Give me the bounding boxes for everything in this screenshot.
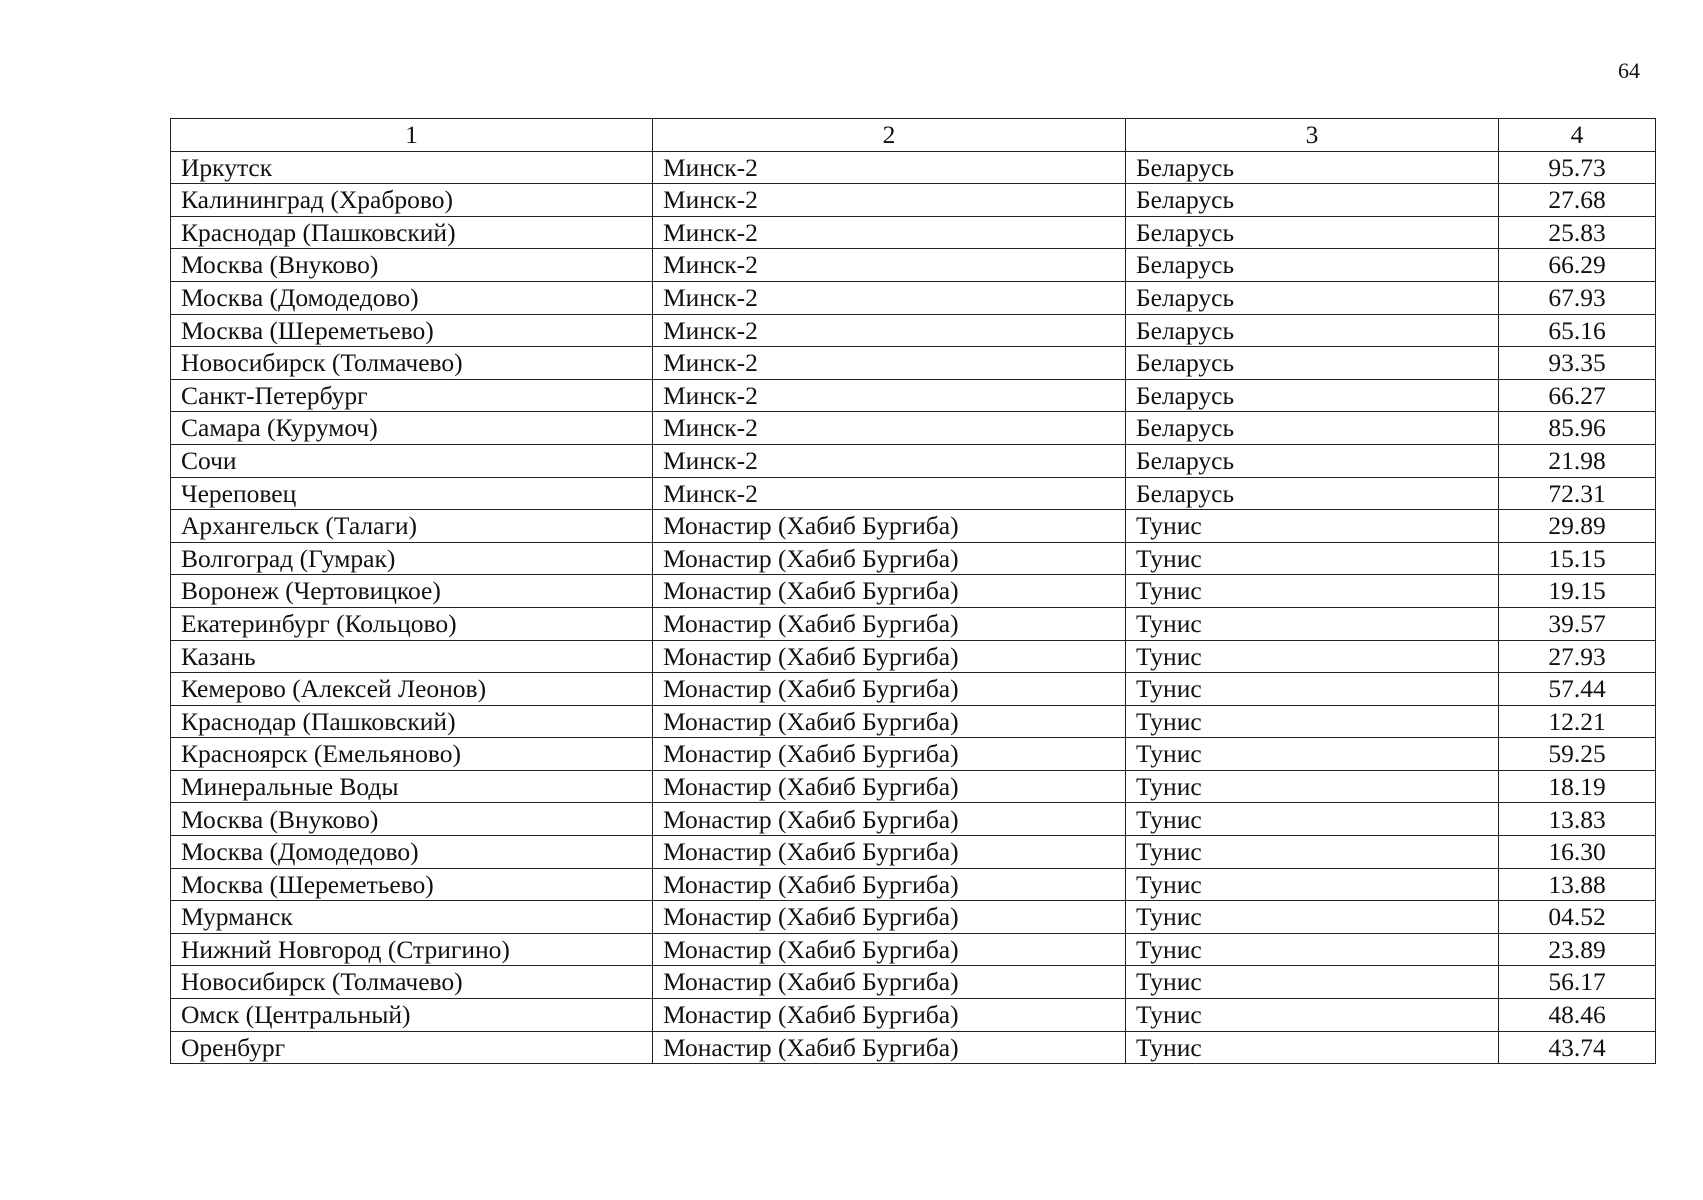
cell-departure-airport: Мурманск xyxy=(171,901,653,934)
cell-value: 43.74 xyxy=(1499,1031,1656,1064)
table-row xyxy=(171,542,1656,575)
page-number: 64 xyxy=(1618,58,1640,83)
cell-country: Тунис xyxy=(1126,868,1499,901)
cell-departure-airport: Нижний Новгород (Стригино) xyxy=(171,933,653,966)
cell-departure-airport: Иркутск xyxy=(171,151,653,184)
table-row xyxy=(171,673,1656,706)
cell-value: 56.17 xyxy=(1499,966,1656,999)
table-row xyxy=(171,999,1656,1032)
cell-arrival-airport: Монастир (Хабиб Бургиба) xyxy=(653,738,1126,771)
cell-departure-airport: Минеральные Воды xyxy=(171,770,653,803)
cell-departure-airport: Москва (Шереметьево) xyxy=(171,314,653,347)
cell-arrival-airport: Минск-2 xyxy=(653,151,1126,184)
cell-country: Тунис xyxy=(1126,803,1499,836)
cell-arrival-airport: Минск-2 xyxy=(653,347,1126,380)
table-row xyxy=(171,314,1656,347)
cell-country: Беларусь xyxy=(1126,314,1499,347)
table-row xyxy=(171,738,1656,771)
cell-value: 13.83 xyxy=(1499,803,1656,836)
cell-departure-airport: Омск (Центральный) xyxy=(171,999,653,1032)
table-row xyxy=(171,444,1656,477)
cell-arrival-airport: Монастир (Хабиб Бургиба) xyxy=(653,999,1126,1032)
table-row xyxy=(171,640,1656,673)
cell-country: Беларусь xyxy=(1126,477,1499,510)
cell-arrival-airport: Минск-2 xyxy=(653,444,1126,477)
cell-value: 12.21 xyxy=(1499,705,1656,738)
table-row xyxy=(171,477,1656,510)
cell-country: Тунис xyxy=(1126,738,1499,771)
cell-country: Тунис xyxy=(1126,575,1499,608)
table-row xyxy=(171,1031,1656,1064)
cell-departure-airport: Новосибирск (Толмачево) xyxy=(171,966,653,999)
cell-arrival-airport: Монастир (Хабиб Бургиба) xyxy=(653,868,1126,901)
cell-departure-airport: Кемерово (Алексей Леонов) xyxy=(171,673,653,706)
cell-departure-airport: Екатеринбург (Кольцово) xyxy=(171,607,653,640)
cell-country: Тунис xyxy=(1126,999,1499,1032)
cell-departure-airport: Череповец xyxy=(171,477,653,510)
cell-arrival-airport: Монастир (Хабиб Бургиба) xyxy=(653,966,1126,999)
column-header-2: 2 xyxy=(653,119,1126,152)
table-row xyxy=(171,705,1656,738)
cell-departure-airport: Архангельск (Талаги) xyxy=(171,510,653,543)
cell-country: Беларусь xyxy=(1126,347,1499,380)
cell-departure-airport: Волгоград (Гумрак) xyxy=(171,542,653,575)
cell-country: Тунис xyxy=(1126,607,1499,640)
cell-arrival-airport: Минск-2 xyxy=(653,281,1126,314)
cell-country: Тунис xyxy=(1126,836,1499,869)
cell-departure-airport: Москва (Внуково) xyxy=(171,249,653,282)
cell-value: 25.83 xyxy=(1499,216,1656,249)
cell-country: Беларусь xyxy=(1126,444,1499,477)
cell-departure-airport: Москва (Внуково) xyxy=(171,803,653,836)
cell-departure-airport: Казань xyxy=(171,640,653,673)
cell-value: 04.52 xyxy=(1499,901,1656,934)
cell-arrival-airport: Монастир (Хабиб Бургиба) xyxy=(653,770,1126,803)
cell-value: 67.93 xyxy=(1499,281,1656,314)
cell-value: 27.93 xyxy=(1499,640,1656,673)
cell-departure-airport: Краснодар (Пашковский) xyxy=(171,705,653,738)
cell-value: 72.31 xyxy=(1499,477,1656,510)
table-body xyxy=(171,119,1656,1064)
cell-arrival-airport: Монастир (Хабиб Бургиба) xyxy=(653,901,1126,934)
cell-value: 23.89 xyxy=(1499,933,1656,966)
cell-value: 57.44 xyxy=(1499,673,1656,706)
cell-arrival-airport: Монастир (Хабиб Бургиба) xyxy=(653,542,1126,575)
cell-country: Беларусь xyxy=(1126,184,1499,217)
cell-value: 29.89 xyxy=(1499,510,1656,543)
cell-country: Беларусь xyxy=(1126,412,1499,445)
cell-value: 18.19 xyxy=(1499,770,1656,803)
cell-arrival-airport: Минск-2 xyxy=(653,379,1126,412)
cell-arrival-airport: Монастир (Хабиб Бургиба) xyxy=(653,607,1126,640)
table-row xyxy=(171,379,1656,412)
column-header-4: 4 xyxy=(1499,119,1656,152)
table-row xyxy=(171,347,1656,380)
cell-arrival-airport: Монастир (Хабиб Бургиба) xyxy=(653,640,1126,673)
table-row xyxy=(171,412,1656,445)
cell-arrival-airport: Монастир (Хабиб Бургиба) xyxy=(653,933,1126,966)
cell-arrival-airport: Монастир (Хабиб Бургиба) xyxy=(653,803,1126,836)
cell-value: 13.88 xyxy=(1499,868,1656,901)
table-row xyxy=(171,966,1656,999)
table-row xyxy=(171,803,1656,836)
cell-country: Тунис xyxy=(1126,1031,1499,1064)
cell-arrival-airport: Минск-2 xyxy=(653,184,1126,217)
cell-value: 85.96 xyxy=(1499,412,1656,445)
cell-arrival-airport: Минск-2 xyxy=(653,216,1126,249)
cell-country: Тунис xyxy=(1126,966,1499,999)
cell-departure-airport: Воронеж (Чертовицкое) xyxy=(171,575,653,608)
cell-value: 27.68 xyxy=(1499,184,1656,217)
table-row xyxy=(171,901,1656,934)
cell-country: Тунис xyxy=(1126,510,1499,543)
cell-arrival-airport: Монастир (Хабиб Бургиба) xyxy=(653,705,1126,738)
cell-departure-airport: Калининград (Храброво) xyxy=(171,184,653,217)
cell-departure-airport: Самара (Курумоч) xyxy=(171,412,653,445)
cell-value: 48.46 xyxy=(1499,999,1656,1032)
cell-country: Тунис xyxy=(1126,705,1499,738)
cell-country: Беларусь xyxy=(1126,216,1499,249)
cell-country: Тунис xyxy=(1126,770,1499,803)
cell-departure-airport: Сочи xyxy=(171,444,653,477)
cell-arrival-airport: Минск-2 xyxy=(653,477,1126,510)
cell-arrival-airport: Монастир (Хабиб Бургиба) xyxy=(653,510,1126,543)
table-row xyxy=(171,933,1656,966)
cell-value: 21.98 xyxy=(1499,444,1656,477)
cell-country: Тунис xyxy=(1126,542,1499,575)
cell-value: 16.30 xyxy=(1499,836,1656,869)
table-row xyxy=(171,249,1656,282)
cell-country: Беларусь xyxy=(1126,379,1499,412)
data-table xyxy=(170,118,1656,1064)
cell-value: 93.35 xyxy=(1499,347,1656,380)
cell-value: 95.73 xyxy=(1499,151,1656,184)
cell-departure-airport: Москва (Домодедово) xyxy=(171,281,653,314)
cell-arrival-airport: Минск-2 xyxy=(653,412,1126,445)
cell-country: Тунис xyxy=(1126,933,1499,966)
cell-departure-airport: Санкт-Петербург xyxy=(171,379,653,412)
cell-value: 59.25 xyxy=(1499,738,1656,771)
table-row xyxy=(171,607,1656,640)
cell-value: 65.16 xyxy=(1499,314,1656,347)
cell-arrival-airport: Монастир (Хабиб Бургиба) xyxy=(653,575,1126,608)
table-row xyxy=(171,868,1656,901)
cell-value: 15.15 xyxy=(1499,542,1656,575)
column-header-1: 1 xyxy=(171,119,653,152)
cell-value: 66.27 xyxy=(1499,379,1656,412)
table-header-row xyxy=(171,119,1656,152)
cell-arrival-airport: Минск-2 xyxy=(653,314,1126,347)
cell-country: Тунис xyxy=(1126,640,1499,673)
cell-departure-airport: Красноярск (Емельяново) xyxy=(171,738,653,771)
table-row xyxy=(171,770,1656,803)
table-row xyxy=(171,575,1656,608)
cell-value: 66.29 xyxy=(1499,249,1656,282)
cell-arrival-airport: Монастир (Хабиб Бургиба) xyxy=(653,1031,1126,1064)
cell-arrival-airport: Монастир (Хабиб Бургиба) xyxy=(653,836,1126,869)
cell-country: Беларусь xyxy=(1126,151,1499,184)
cell-departure-airport: Новосибирск (Толмачево) xyxy=(171,347,653,380)
cell-value: 19.15 xyxy=(1499,575,1656,608)
table-row xyxy=(171,510,1656,543)
cell-departure-airport: Краснодар (Пашковский) xyxy=(171,216,653,249)
cell-country: Тунис xyxy=(1126,901,1499,934)
cell-arrival-airport: Монастир (Хабиб Бургиба) xyxy=(653,673,1126,706)
cell-departure-airport: Москва (Шереметьево) xyxy=(171,868,653,901)
cell-departure-airport: Москва (Домодедово) xyxy=(171,836,653,869)
cell-country: Беларусь xyxy=(1126,249,1499,282)
cell-arrival-airport: Минск-2 xyxy=(653,249,1126,282)
cell-departure-airport: Оренбург xyxy=(171,1031,653,1064)
table-row xyxy=(171,216,1656,249)
table-row xyxy=(171,281,1656,314)
table-row xyxy=(171,836,1656,869)
cell-value: 39.57 xyxy=(1499,607,1656,640)
table-row xyxy=(171,151,1656,184)
cell-country: Беларусь xyxy=(1126,281,1499,314)
cell-country: Тунис xyxy=(1126,673,1499,706)
table-row xyxy=(171,184,1656,217)
column-header-3: 3 xyxy=(1126,119,1499,152)
